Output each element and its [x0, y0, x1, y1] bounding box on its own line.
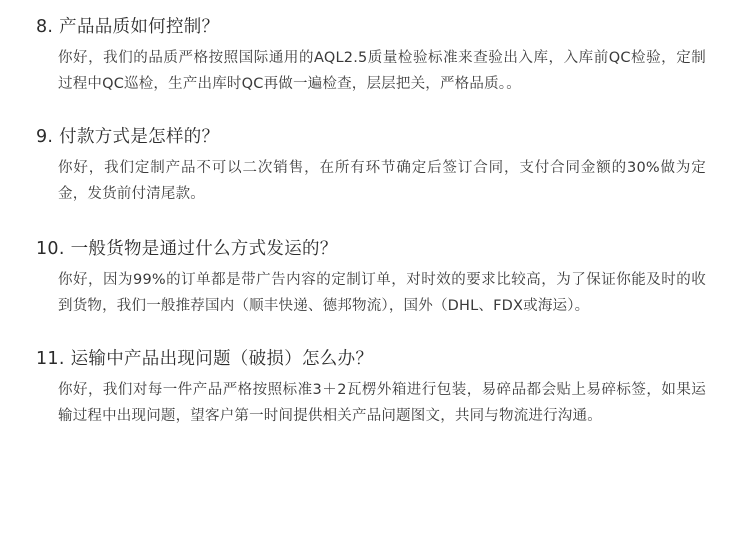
faq-item — [36, 236, 720, 320]
faq-question: 9. 付款方式是怎样的？ — [36, 126, 220, 147]
faq-question: 10. 一般货物是通过什么方式发运的？ — [36, 238, 338, 259]
faq-item — [36, 346, 720, 430]
faq-answer: 你好，我们的品质严格按照国际通用的AQL2.5质量检验标准来查验出入库，入库前QC检验，定制过程中QC巡检，生产出库时QC再做一遍检查，层层把关，严格品质。。 — [58, 50, 706, 93]
faq-question: 11. 运输中产品出现问题（破损）怎么办？ — [36, 348, 374, 369]
faq-item — [36, 14, 720, 98]
faq-answer: 你好，我们定制产品不可以二次销售，在所有环节确定后签订合同，支付合同金额的30%做为定金，发货前付清尾款。 — [58, 160, 706, 202]
faq-item — [36, 124, 720, 208]
faq-question: 8. 产品品质如何控制？ — [36, 17, 220, 37]
faq-answer: 你好，因为99%的订单都是带广告内容的定制订单，对时效的要求比较高，为了保证你能及时的收到货物，我们一般推荐国内（顺丰快递、德邦物流），国外（DHL、FDX或海运）。 — [58, 271, 706, 314]
faq-answer: 你好，我们对每一件产品严格按照标准3＋2瓦楞外箱进行包装，易碎品都会贴上易碎标签，如果运输过程中出现问题，望客户第一时间提供相关产品问题图文，共同与物流进行沟通。 — [58, 381, 706, 424]
